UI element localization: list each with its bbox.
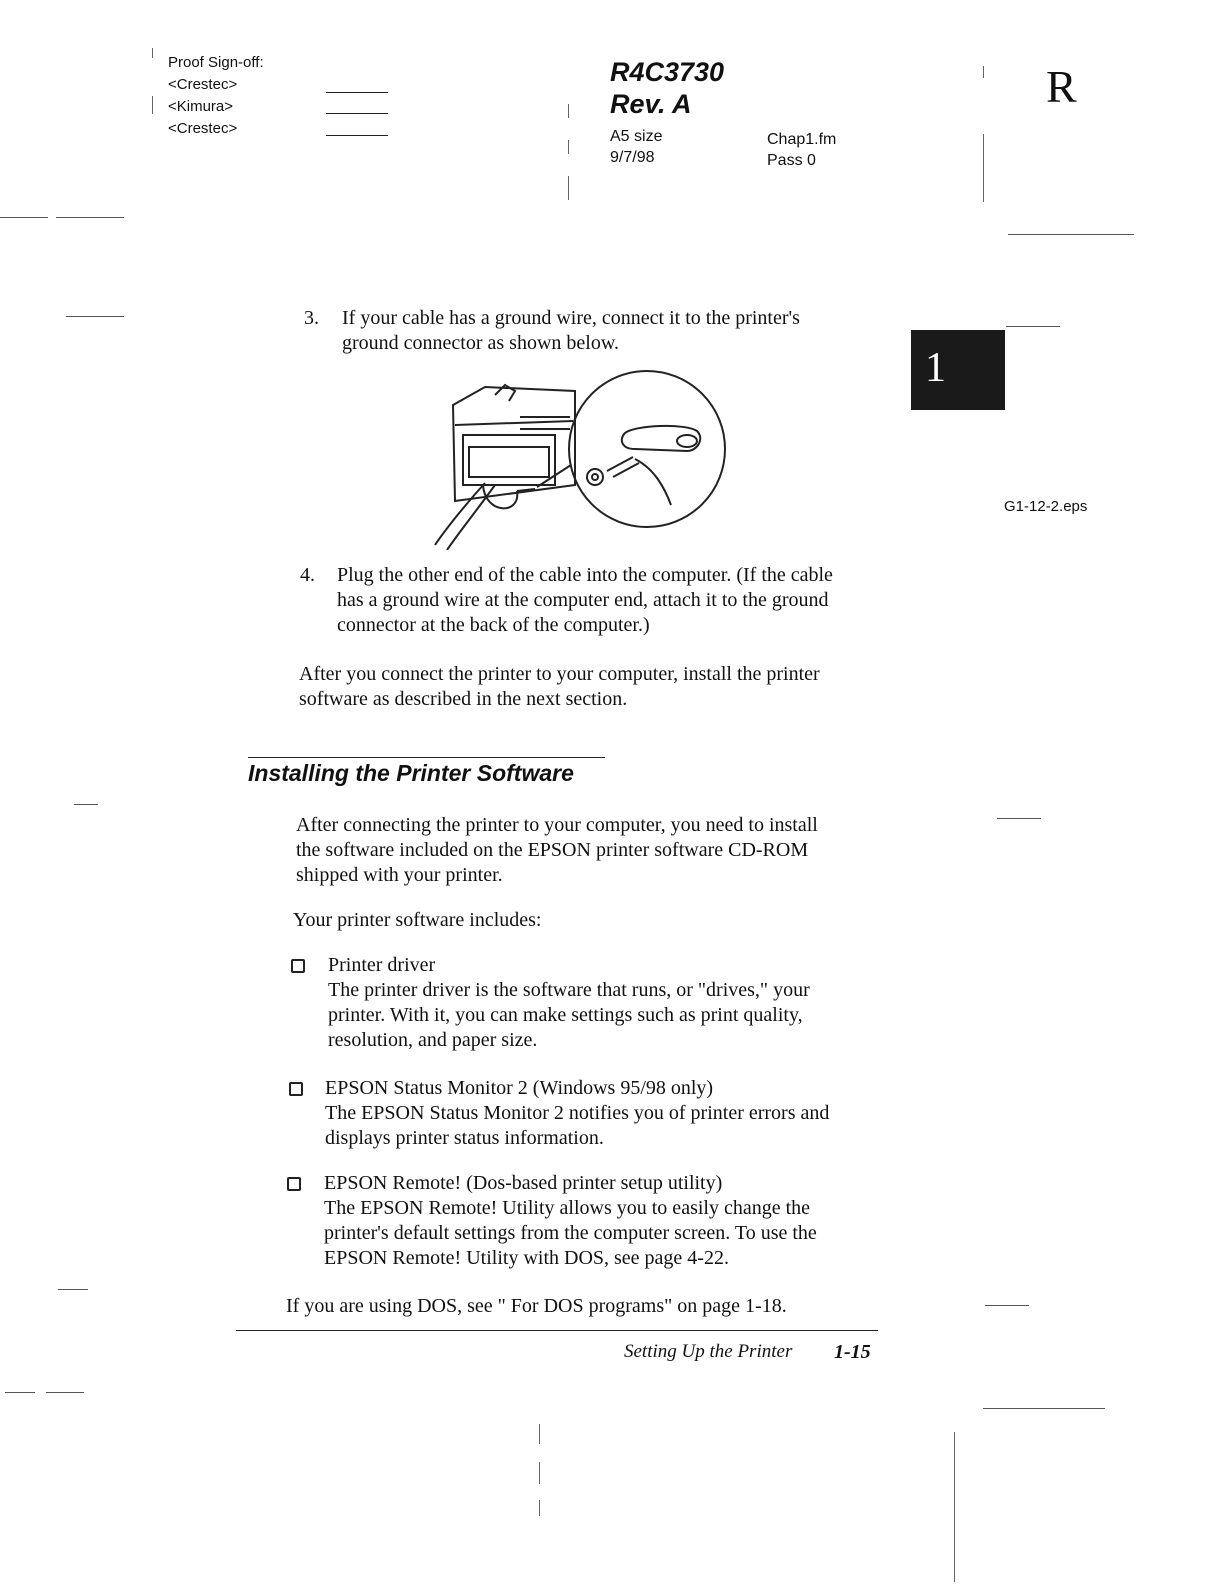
doc-revision: Rev. A	[610, 89, 692, 119]
text-line: displays printer status information.	[325, 1127, 604, 1149]
step-3-number: 3.	[304, 307, 319, 329]
text-line: ground connector as shown below.	[342, 332, 619, 354]
chapter-tab	[911, 330, 1005, 410]
crop-mark	[5, 1392, 35, 1393]
text-line: printer's default settings from the computer screen. To use the	[324, 1222, 817, 1244]
signoff-line	[326, 113, 388, 114]
text-line: The EPSON Remote! Utility allows you to easily change the	[324, 1197, 811, 1219]
figure-label: G1-12-2.eps	[1004, 498, 1088, 515]
text-line: After connecting the printer to your computer, you need to install	[296, 814, 818, 836]
signoff-name: <Crestec>	[168, 120, 238, 137]
checkbox-bullet-icon	[291, 959, 305, 973]
text-line: EPSON Remote! Utility with DOS, see page 4-22.	[324, 1247, 729, 1269]
signoff-name: <Kimura>	[168, 98, 234, 115]
footer-rule	[236, 1330, 878, 1331]
text-line: The EPSON Status Monitor 2 notifies you of printer errors and	[325, 1102, 830, 1124]
item-title: EPSON Remote! (Dos-based printer setup utility)	[324, 1172, 723, 1194]
doc-code: R4C3730	[610, 57, 725, 87]
crop-mark	[568, 140, 569, 154]
crop-mark	[568, 176, 569, 200]
text-line: printer. With it, you can make settings such as print quality,	[328, 1004, 803, 1026]
proof-signoff	[168, 52, 264, 140]
crop-mark	[568, 104, 569, 118]
crop-mark	[997, 818, 1041, 819]
step-3-text	[342, 306, 902, 356]
item-title: Printer driver	[328, 954, 436, 976]
crop-mark	[56, 217, 124, 218]
crop-mark	[539, 1500, 540, 1516]
crop-mark	[58, 1289, 88, 1290]
crop-mark	[983, 1408, 1105, 1409]
page-number: 1-15	[834, 1341, 871, 1363]
text-line: connector at the back of the computer.)	[337, 614, 650, 636]
intro-paragraph	[296, 813, 916, 888]
text-line: Plug the other end of the cable into the computer. (If the cable	[337, 564, 833, 586]
crop-mark	[539, 1462, 540, 1484]
signoff-title: Proof Sign-off:	[168, 54, 264, 71]
checkbox-bullet-icon	[287, 1177, 301, 1191]
signoff-line	[326, 92, 388, 93]
text-line: The printer driver is the software that runs, or "drives," your	[328, 979, 810, 1001]
list-item	[325, 1076, 925, 1151]
text-line: the software included on the EPSON printer software CD-ROM	[296, 839, 809, 861]
doc-pass: Pass 0	[767, 152, 816, 169]
heading-rule	[248, 757, 605, 758]
step-4-text	[337, 563, 917, 638]
crop-mark	[1006, 326, 1060, 327]
crop-mark	[74, 804, 98, 805]
side-letter: R	[1046, 61, 1077, 112]
item-title: EPSON Status Monitor 2 (Windows 95/98 only)	[325, 1077, 714, 1099]
crop-mark	[0, 217, 48, 218]
crop-mark	[152, 96, 153, 114]
text-line: shipped with your printer.	[296, 864, 503, 886]
text-line: After you connect the printer to your computer, install the printer	[299, 663, 820, 685]
crop-mark	[1008, 234, 1134, 235]
signoff-name: <Crestec>	[168, 76, 238, 93]
crop-mark	[152, 48, 153, 58]
crop-mark	[46, 1392, 84, 1393]
crop-mark	[539, 1424, 540, 1444]
crop-mark	[985, 1305, 1029, 1306]
step-4-number: 4.	[300, 564, 315, 586]
after-connect-paragraph	[299, 662, 919, 712]
section-heading: Installing the Printer Software	[248, 760, 574, 786]
meta-left	[610, 126, 662, 168]
text-line: If your cable has a ground wire, connect it to the printer's	[342, 307, 800, 329]
crop-mark	[983, 134, 984, 202]
crop-mark	[66, 316, 124, 317]
checkbox-bullet-icon	[289, 1082, 303, 1096]
text-line: has a ground wire at the computer end, attach it to the ground	[337, 589, 829, 611]
crop-mark	[954, 1432, 955, 1582]
list-item	[328, 953, 928, 1053]
list-item	[324, 1171, 924, 1271]
includes-line: Your printer software includes:	[293, 909, 542, 931]
page-size: A5 size	[610, 128, 663, 145]
crop-mark	[983, 66, 984, 78]
doc-file: Chap1.fm	[767, 131, 837, 148]
ground-wire-figure	[425, 365, 735, 550]
doc-date: 9/7/98	[610, 149, 655, 166]
dos-note: If you are using DOS, see " For DOS programs" on page 1-18.	[286, 1295, 787, 1317]
doc-id-block	[610, 56, 724, 120]
signoff-line	[326, 135, 388, 136]
footer-title: Setting Up the Printer	[624, 1341, 793, 1362]
chapter-number: 1	[925, 345, 946, 391]
text-line: software as described in the next section.	[299, 688, 628, 710]
meta-right	[767, 129, 836, 171]
text-line: resolution, and paper size.	[328, 1029, 538, 1051]
